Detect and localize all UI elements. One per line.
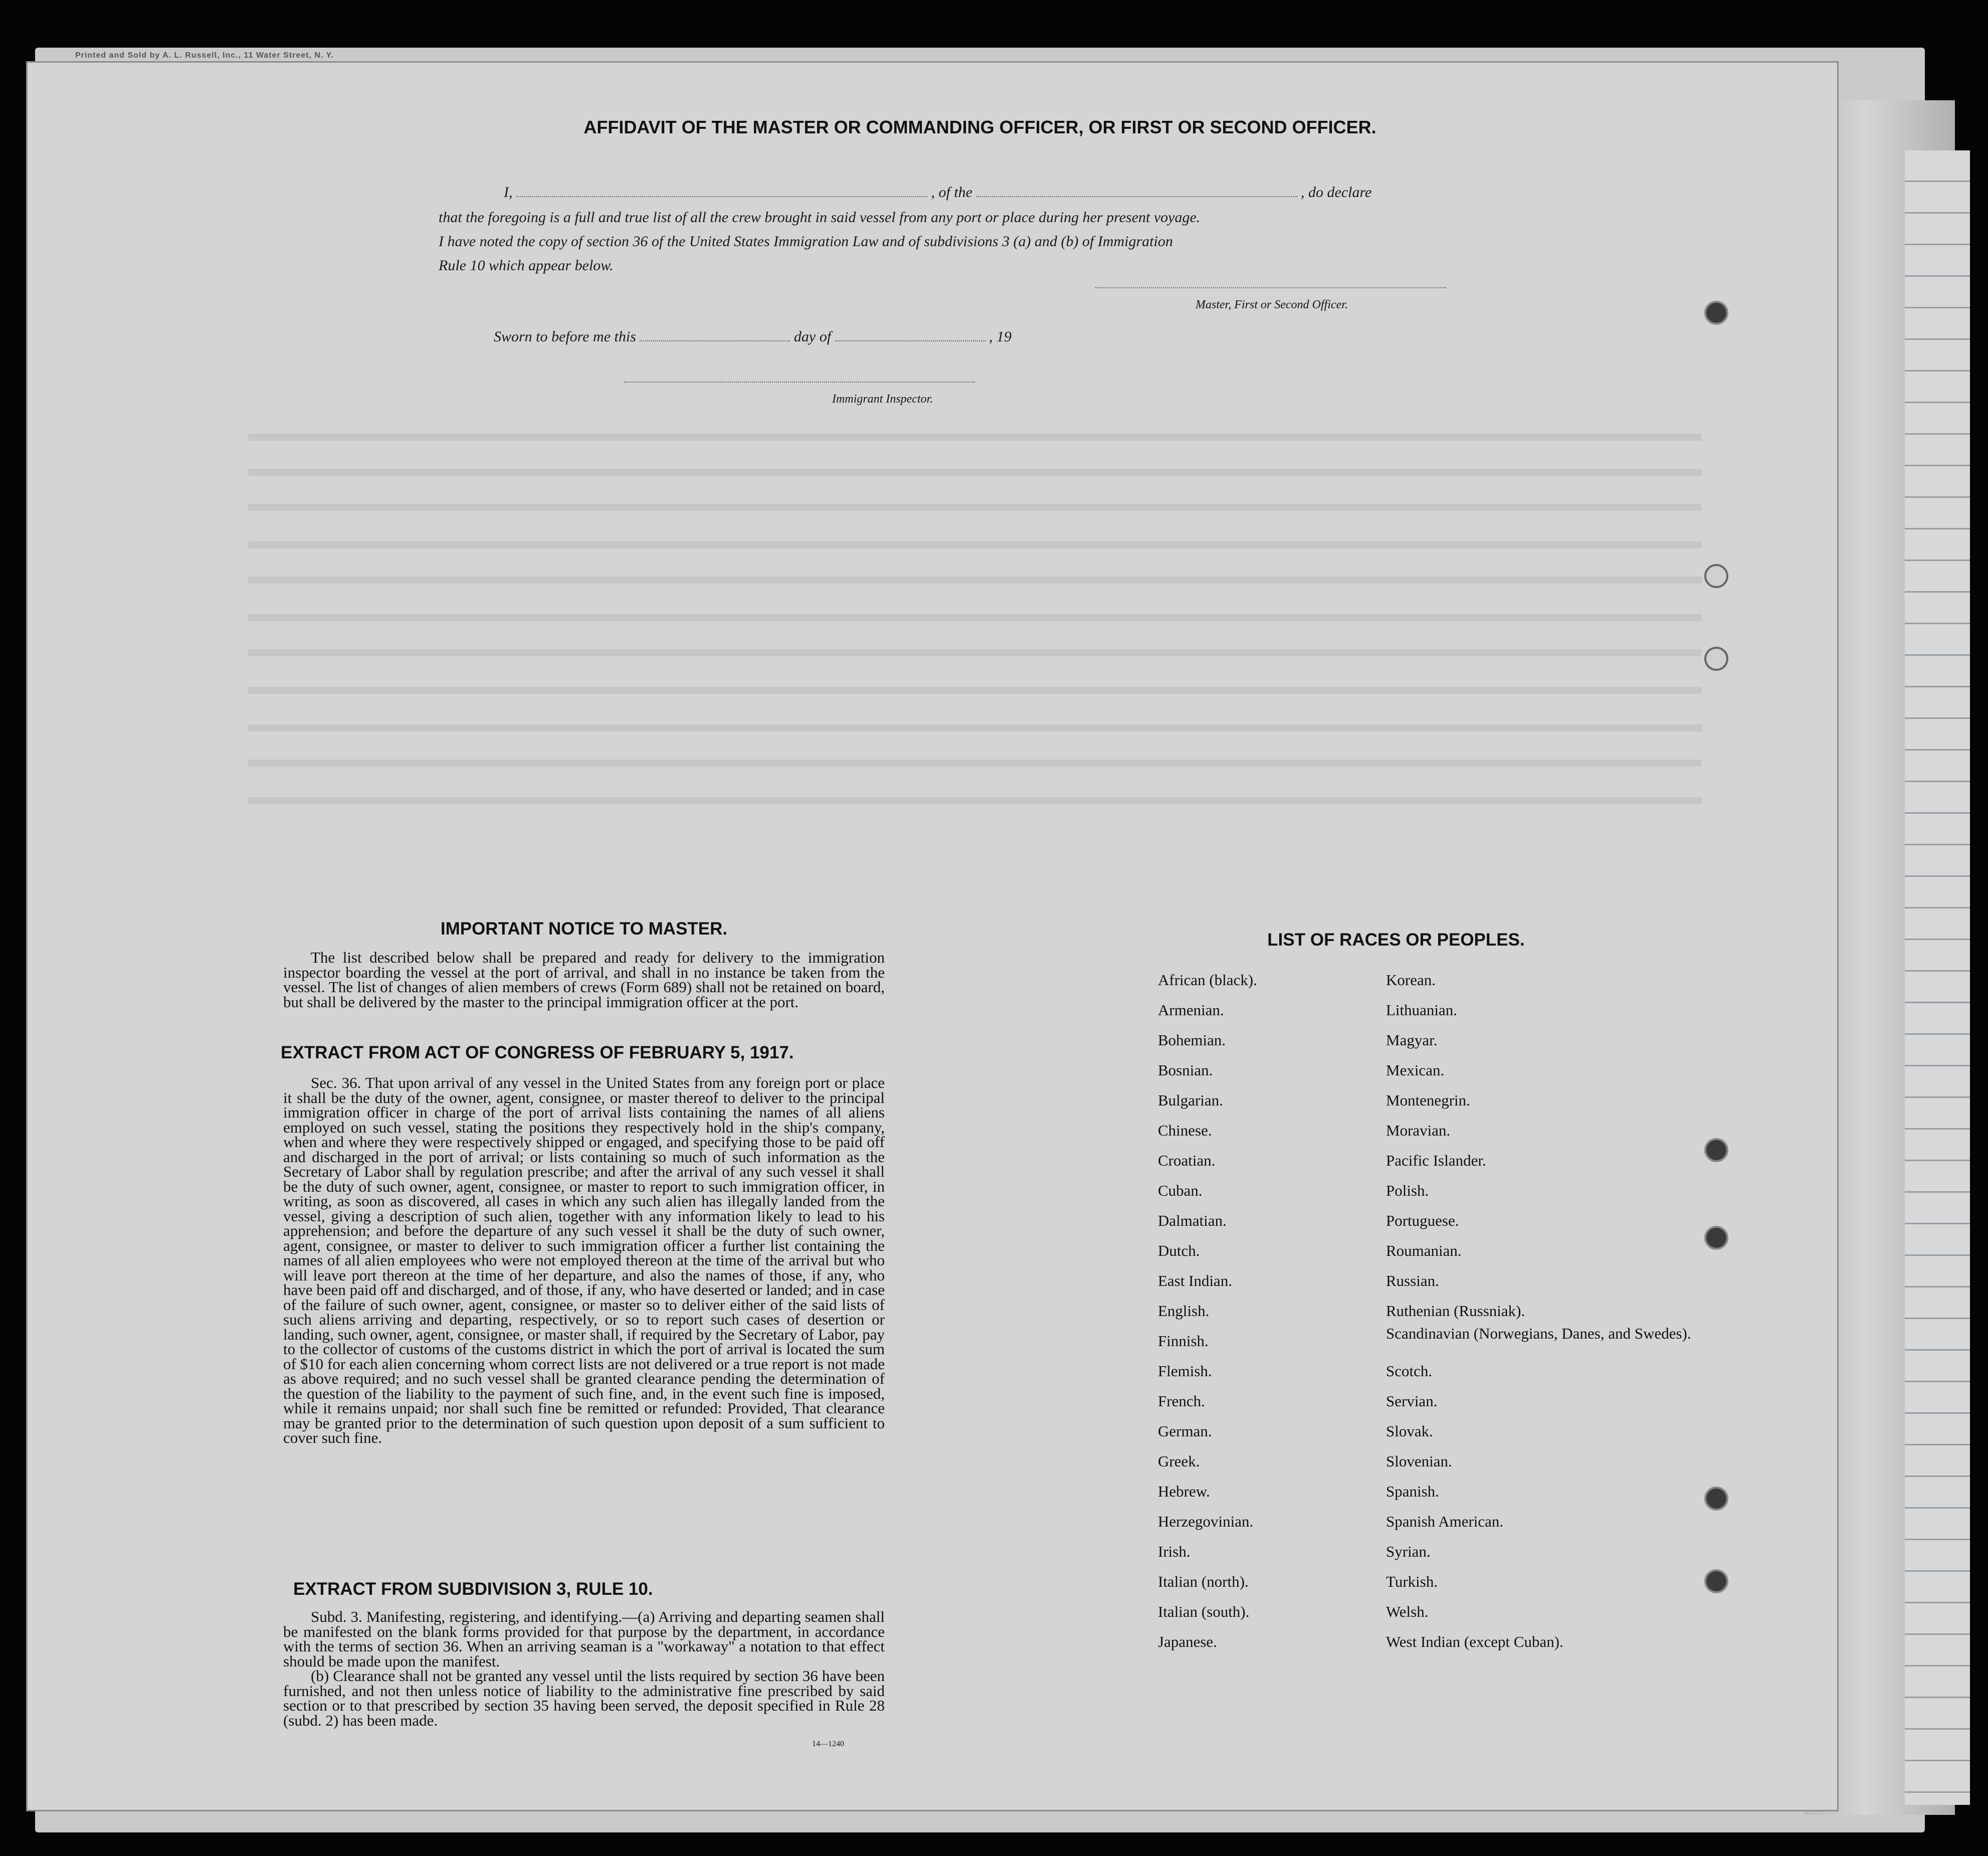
race-item: Russian.	[1386, 1272, 1439, 1289]
extract-rule-title: EXTRACT FROM SUBDIVISION 3, RULE 10.	[293, 1579, 653, 1599]
printer-imprint: Printed and Sold by A. L. Russell, Inc., 11 Water Street, N. Y.	[75, 51, 334, 60]
sworn-prefix: Sworn to before me this	[494, 328, 636, 345]
signer-label: Master, First or Second Officer.	[1196, 298, 1348, 311]
race-item: Bosnian.	[1158, 1061, 1213, 1079]
binder-hole	[1704, 1569, 1728, 1593]
races-column-1	[1158, 965, 1378, 1657]
race-item: Irish.	[1158, 1543, 1190, 1560]
affidavit-of-the: , of the	[931, 184, 972, 201]
sworn-month-blank[interactable]	[835, 340, 985, 341]
race-item: Slovenian.	[1386, 1452, 1452, 1470]
affidavit-declare: , do declare	[1301, 184, 1372, 201]
race-item: Moravian.	[1386, 1122, 1451, 1139]
race-item: Dutch.	[1158, 1242, 1200, 1259]
subdivision-b-paragraph: (b) Clearance shall not be granted any vessel until the lists required by section 36 have been furnished, and not then unless notice of liability to the administrative fine prescribed by said section or to that prescribed by section 35 having been served, the deposit specified in Rule 28 (subd. 2) has been made.	[283, 1667, 885, 1729]
race-item: Bohemian.	[1158, 1031, 1226, 1049]
races-column-2	[1386, 965, 1691, 1657]
section-36-paragraph: Sec. 36. That upon arrival of any vessel in the United States from any foreign port or place it shall be the duty of the owner, agent, consignee, or master thereof to deliver to the principal immigration officer in charge of the port of arrival lists containing the names of all aliens employed on such vessel, stating the positions they respectively hold in the ship's company, when and where they were respectively shipped or engaged, and specifying those to be paid off and discharged in the port of arrival; or lists containing so much of such information as the Secretary of Labor shall by regulation prescribe; and after the arrival of any such vessel it shall be the duty of such owner, agent, consignee, or master to report to such immigration officer, in writing, as soon as discovered, all cases in which any such alien has illegally landed from the vessel, giving a description of such alien, together with any information likely to lead to his apprehension; and before the departure of any such vessel it shall be the duty of such owner, agent, consignee, or master to deliver to such immigration officer a further list containing the names of all alien employees who were not employed thereon at the time of the arrival but who will leave port thereon at the time of her departure, and also the names of those, if any, who have been paid off and discharged, and of those, if any, who have deserted or landed; and in case of the failure of such owner, agent, consignee, or master so to deliver either of the said lists of such aliens arriving and departing, respectively, or so to report such cases of desertion or landing, such owner, agent, consignee, or master shall, if required by the Secretary of Labor, pay to the collector of customs of the customs district in which the port of arrival is located the sum of $10 for each alien concerning whom correct lists are not delivered or a true report is not made as above required; and no such vessel shall be granted clearance pending the determination of the question of the liability to the payment of such fine, and, in the event such fine is imposed, while it remains unpaid; nor shall such fine be remitted or refunded: Provided, That clearance may be granted prior to the determination of such question upon deposit of a sum sufficient to cover such fine.	[283, 1074, 885, 1446]
race-item: Japanese.	[1158, 1633, 1217, 1650]
binder-hole	[1704, 564, 1728, 588]
sworn-line	[494, 328, 1012, 345]
affidavit-line-1	[504, 184, 1371, 201]
race-item: Welsh.	[1386, 1603, 1429, 1620]
race-item: Herzegovinian.	[1158, 1513, 1254, 1530]
race-item: Italian (north).	[1158, 1573, 1249, 1590]
race-item: Slovak.	[1386, 1422, 1433, 1440]
race-item: English.	[1158, 1302, 1210, 1320]
race-item: German.	[1158, 1422, 1212, 1440]
sworn-year: , 19	[989, 328, 1012, 345]
binder-hole	[1704, 647, 1728, 671]
race-item: Spanish American.	[1386, 1513, 1504, 1530]
name-blank[interactable]	[516, 196, 927, 197]
race-item: Magyar.	[1386, 1031, 1438, 1049]
ruled-page-edge	[1905, 150, 1970, 1805]
race-item: Syrian.	[1386, 1543, 1431, 1560]
extract-act-title: EXTRACT FROM ACT OF CONGRESS OF FEBRUARY 5, 1917.	[281, 1043, 794, 1062]
subdivision-a-paragraph: Subd. 3. Manifesting, registering, and identifying.—(a) Arriving and departing seamen shall be manifested on the blank forms provided for that purpose by the department, in accordance with the terms of section 36. When an arriving seaman is a "workaway" a notation to that effect should be made upon the manifest.	[283, 1608, 885, 1670]
race-item: Pacific Islander.	[1386, 1152, 1486, 1169]
race-item: Scotch.	[1386, 1362, 1433, 1380]
race-item: Greek.	[1158, 1452, 1200, 1470]
inspector-label: Immigrant Inspector.	[832, 393, 933, 406]
extract-act-text	[283, 1075, 885, 1445]
race-item: Ruthenian (Russniak).	[1386, 1302, 1525, 1320]
race-item: Cuban.	[1158, 1182, 1203, 1199]
race-item: Armenian.	[1158, 1001, 1224, 1019]
race-item: East Indian.	[1158, 1272, 1233, 1289]
race-item: Hebrew.	[1158, 1482, 1210, 1500]
race-item: Flemish.	[1158, 1362, 1212, 1380]
race-item: Finnish.	[1158, 1332, 1209, 1350]
affidavit-title: AFFIDAVIT OF THE MASTER OR COMMANDING OFFICER, OR FIRST OR SECOND OFFICER.	[583, 117, 1376, 137]
race-item: Montenegrin.	[1386, 1091, 1470, 1109]
binder-hole	[1704, 1226, 1728, 1250]
races-title: LIST OF RACES OR PEOPLES.	[1267, 930, 1525, 950]
vessel-blank[interactable]	[976, 196, 1297, 197]
race-item: African (black).	[1158, 971, 1257, 989]
race-item: Portuguese.	[1386, 1212, 1459, 1229]
inspector-signature-blank[interactable]	[624, 382, 975, 383]
race-item: Dalmatian.	[1158, 1212, 1227, 1229]
race-item: Scandinavian (Norwegians, Danes, and Swedes).	[1386, 1325, 1691, 1342]
notice-text	[283, 950, 885, 1009]
race-item: Mexican.	[1386, 1061, 1445, 1079]
race-item: French.	[1158, 1392, 1205, 1410]
race-item: Croatian.	[1158, 1152, 1216, 1169]
binder-hole	[1704, 301, 1728, 325]
affidavit-line-3: I have noted the copy of section 36 of the United States Immigration Law and of subdivisions 3 (a) and (b) of Immigration	[439, 233, 1173, 250]
extract-rule-text	[283, 1609, 885, 1728]
binder-hole	[1704, 1487, 1728, 1511]
binder-hole	[1704, 1138, 1728, 1162]
race-item: Korean.	[1386, 971, 1436, 989]
affidavit-line-2: that the foregoing is a full and true list of all the crew brought in said vessel from any port or place during her present voyage.	[439, 209, 1201, 226]
sworn-day-blank[interactable]	[640, 340, 790, 341]
race-item: Turkish.	[1386, 1573, 1438, 1590]
race-item: Chinese.	[1158, 1122, 1212, 1139]
race-item: Bulgarian.	[1158, 1091, 1223, 1109]
form-number: 14—1240	[812, 1740, 844, 1748]
race-item: Servian.	[1386, 1392, 1438, 1410]
notice-title: IMPORTANT NOTICE TO MASTER.	[440, 919, 728, 939]
race-item: Spanish.	[1386, 1482, 1439, 1500]
affidavit-i: I,	[504, 184, 513, 201]
race-item: West Indian (except Cuban).	[1386, 1633, 1563, 1650]
race-item: Italian (south).	[1158, 1603, 1250, 1620]
signature-blank[interactable]	[1095, 287, 1446, 288]
notice-paragraph: The list described below shall be prepared and ready for delivery to the immigration inspector boarding the vessel at the port of arrival, and shall in no instance be taken from the vessel. The list of changes of alien members of crews (Form 689) shall not be retained on board, but shall be delivered by the master to the principal immigration officer at the port.	[283, 949, 885, 1011]
affidavit-line-4: Rule 10 which appear below.	[439, 257, 614, 274]
manifest-page	[28, 63, 1837, 1810]
race-item: Roumanian.	[1386, 1242, 1462, 1259]
race-item: Polish.	[1386, 1182, 1429, 1199]
sworn-day-of: day of	[793, 328, 832, 345]
race-item: Lithuanian.	[1386, 1001, 1458, 1019]
